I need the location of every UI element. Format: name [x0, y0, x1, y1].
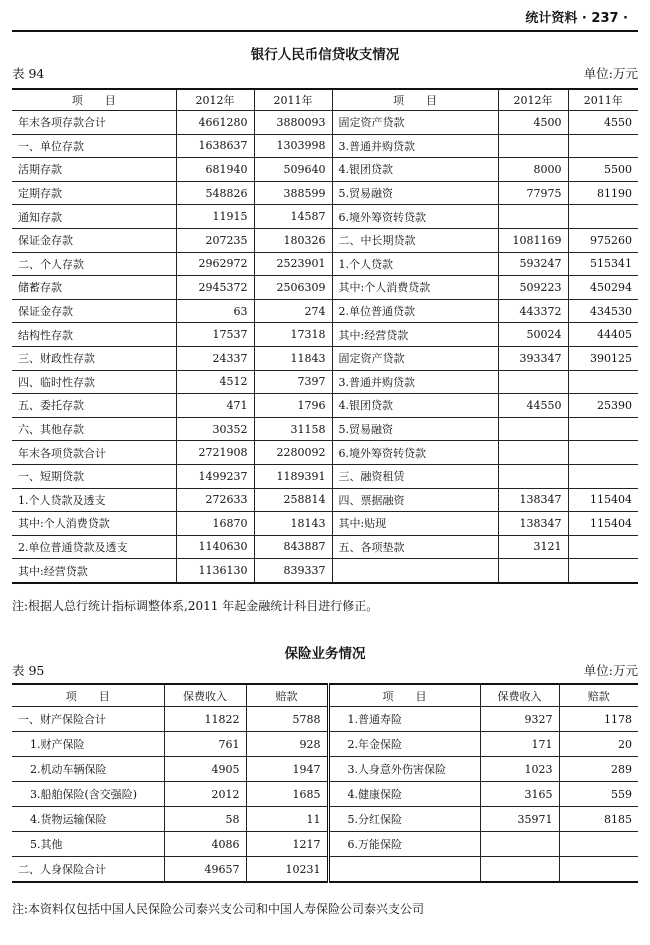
- value-cell: 20: [559, 732, 638, 757]
- value-cell: 1140630: [176, 535, 254, 559]
- value-cell: 11: [246, 807, 328, 832]
- row-label: 一、短期贷款: [12, 464, 176, 488]
- credit-table: [12, 88, 638, 584]
- value-cell: 4500: [498, 111, 568, 135]
- value-cell: 390125: [568, 346, 638, 370]
- column-header: 保费收入: [480, 684, 559, 707]
- value-cell: 272633: [176, 488, 254, 512]
- value-cell: 18143: [254, 512, 332, 536]
- value-cell: 681940: [176, 158, 254, 182]
- value-cell: 515341: [568, 252, 638, 276]
- running-header: [12, 0, 638, 32]
- table95-number: 表 95: [12, 663, 45, 678]
- value-cell: 17537: [176, 323, 254, 347]
- row-label: 六、其他存款: [12, 417, 176, 441]
- row-label: 4.银团贷款: [332, 158, 498, 182]
- value-cell: 1178: [559, 707, 638, 732]
- value-cell: 58: [164, 807, 246, 832]
- table-row: [12, 346, 638, 370]
- value-cell: 843887: [254, 535, 332, 559]
- value-cell: 388599: [254, 181, 332, 205]
- table94-unit: 单位:万元: [583, 66, 638, 81]
- value-cell: 761: [164, 732, 246, 757]
- value-cell: 24337: [176, 346, 254, 370]
- value-cell: [568, 559, 638, 583]
- row-label: 二、中长期贷款: [332, 228, 498, 252]
- row-label: 4.货物运输保险: [12, 807, 164, 832]
- value-cell: 35971: [480, 807, 559, 832]
- value-cell: 4661280: [176, 111, 254, 135]
- value-cell: [498, 441, 568, 465]
- table95-note: 注:本资料仅包括中国人民保险公司泰兴支公司和中国人寿保险公司泰兴支公司: [12, 902, 425, 916]
- column-header: 项 目: [12, 684, 164, 707]
- value-cell: 138347: [498, 488, 568, 512]
- value-cell: 509223: [498, 276, 568, 300]
- value-cell: 559: [559, 782, 638, 807]
- value-cell: [498, 464, 568, 488]
- value-cell: 63: [176, 299, 254, 323]
- value-cell: 1217: [246, 832, 328, 857]
- table-row: [12, 252, 638, 276]
- row-label: 其中:个人消费贷款: [332, 276, 498, 300]
- table95-unit: 单位:万元: [583, 663, 638, 678]
- value-cell: 509640: [254, 158, 332, 182]
- value-cell: 274: [254, 299, 332, 323]
- header-page-label: 统计资料 · 237 ·: [525, 11, 628, 26]
- value-cell: [498, 134, 568, 158]
- row-label: 其中:经营贷款: [12, 559, 176, 583]
- value-cell: 1189391: [254, 464, 332, 488]
- value-cell: 1303998: [254, 134, 332, 158]
- value-cell: 81190: [568, 181, 638, 205]
- row-label: 五、委托存款: [12, 394, 176, 418]
- value-cell: [498, 370, 568, 394]
- row-label: 6.境外筹资转贷款: [332, 205, 498, 229]
- table-row: [12, 417, 638, 441]
- value-cell: 548826: [176, 181, 254, 205]
- table-row: [12, 782, 638, 807]
- table94-note: 注:根据人总行统计指标调整体系,2011 年起金融统计科目进行修正。: [12, 599, 379, 613]
- value-cell: 1947: [246, 757, 328, 782]
- row-label: 2.单位普通贷款及透支: [12, 535, 176, 559]
- value-cell: 8185: [559, 807, 638, 832]
- value-cell: 4905: [164, 757, 246, 782]
- table-row: [12, 441, 638, 465]
- row-label: 储蓄存款: [12, 276, 176, 300]
- value-cell: [498, 559, 568, 583]
- row-label: 2.年金保险: [328, 732, 480, 757]
- row-label: 3.人身意外伤害保险: [328, 757, 480, 782]
- value-cell: 115404: [568, 488, 638, 512]
- value-cell: 5788: [246, 707, 328, 732]
- row-label: 固定资产贷款: [332, 346, 498, 370]
- table-row: [12, 181, 638, 205]
- column-header: 2011年: [568, 89, 638, 111]
- row-label: 年末各项存款合计: [12, 111, 176, 135]
- value-cell: 393347: [498, 346, 568, 370]
- value-cell: 44405: [568, 323, 638, 347]
- value-cell: 289: [559, 757, 638, 782]
- row-label: 1.财产保险: [12, 732, 164, 757]
- value-cell: 31158: [254, 417, 332, 441]
- row-label: 保证金存款: [12, 228, 176, 252]
- table-row: [12, 559, 638, 583]
- row-label: 4.健康保险: [328, 782, 480, 807]
- row-label: 3.船舶保险(含交强险): [12, 782, 164, 807]
- table-row: [12, 732, 638, 757]
- value-cell: 11915: [176, 205, 254, 229]
- value-cell: 3165: [480, 782, 559, 807]
- value-cell: 9327: [480, 707, 559, 732]
- table-row: [12, 228, 638, 252]
- value-cell: 4512: [176, 370, 254, 394]
- table-row: [12, 857, 638, 883]
- value-cell: [568, 134, 638, 158]
- value-cell: [559, 832, 638, 857]
- value-cell: 11843: [254, 346, 332, 370]
- value-cell: 928: [246, 732, 328, 757]
- table-row: [12, 134, 638, 158]
- value-cell: 975260: [568, 228, 638, 252]
- row-label: 3.普通并购贷款: [332, 134, 498, 158]
- value-cell: 4086: [164, 832, 246, 857]
- row-label: 其中:个人消费贷款: [12, 512, 176, 536]
- table-row: [12, 807, 638, 832]
- value-cell: 49657: [164, 857, 246, 883]
- table-row: [12, 464, 638, 488]
- row-label: 5.分红保险: [328, 807, 480, 832]
- table-row: [12, 158, 638, 182]
- table-row: [12, 512, 638, 536]
- row-label: 6.万能保险: [328, 832, 480, 857]
- value-cell: 593247: [498, 252, 568, 276]
- row-label: 三、财政性存款: [12, 346, 176, 370]
- value-cell: 16870: [176, 512, 254, 536]
- value-cell: [480, 857, 559, 883]
- value-cell: 8000: [498, 158, 568, 182]
- value-cell: [568, 370, 638, 394]
- value-cell: 11822: [164, 707, 246, 732]
- value-cell: 2012: [164, 782, 246, 807]
- value-cell: 434530: [568, 299, 638, 323]
- column-header: 2012年: [498, 89, 568, 111]
- row-label: 四、票据融资: [332, 488, 498, 512]
- value-cell: 44550: [498, 394, 568, 418]
- value-cell: 171: [480, 732, 559, 757]
- row-label: 五、各项垫款: [332, 535, 498, 559]
- column-header: 保费收入: [164, 684, 246, 707]
- value-cell: 180326: [254, 228, 332, 252]
- value-cell: 5500: [568, 158, 638, 182]
- table-row: [12, 707, 638, 732]
- row-label: 2.单位普通贷款: [332, 299, 498, 323]
- value-cell: [568, 417, 638, 441]
- row-label: 保证金存款: [12, 299, 176, 323]
- column-header: 2011年: [254, 89, 332, 111]
- row-label: 二、人身保险合计: [12, 857, 164, 883]
- table-row: [12, 370, 638, 394]
- value-cell: 2523901: [254, 252, 332, 276]
- row-label: 活期存款: [12, 158, 176, 182]
- row-label: 3.普通并购贷款: [332, 370, 498, 394]
- value-cell: [568, 441, 638, 465]
- value-cell: 258814: [254, 488, 332, 512]
- value-cell: 50024: [498, 323, 568, 347]
- table-row: [12, 535, 638, 559]
- row-label: 5.其他: [12, 832, 164, 857]
- value-cell: [498, 205, 568, 229]
- column-header: 2012年: [176, 89, 254, 111]
- value-cell: 1685: [246, 782, 328, 807]
- row-label: 其中:贴现: [332, 512, 498, 536]
- table-row: [12, 205, 638, 229]
- table-row: [12, 276, 638, 300]
- value-cell: 2962972: [176, 252, 254, 276]
- row-label: 通知存款: [12, 205, 176, 229]
- row-label: 其中:经营贷款: [332, 323, 498, 347]
- table-row: [12, 394, 638, 418]
- value-cell: 2280092: [254, 441, 332, 465]
- row-label: 4.银团贷款: [332, 394, 498, 418]
- row-label: 二、个人存款: [12, 252, 176, 276]
- table-row: [12, 832, 638, 857]
- row-label: 5.贸易融资: [332, 181, 498, 205]
- value-cell: 1136130: [176, 559, 254, 583]
- value-cell: 77975: [498, 181, 568, 205]
- row-label: 年末各项贷款合计: [12, 441, 176, 465]
- column-header: 项 目: [332, 89, 498, 111]
- row-label: 结构性存款: [12, 323, 176, 347]
- value-cell: [568, 535, 638, 559]
- row-label: 一、财产保险合计: [12, 707, 164, 732]
- insurance-table: [12, 683, 638, 883]
- value-cell: 1796: [254, 394, 332, 418]
- row-label: 2.机动车辆保险: [12, 757, 164, 782]
- value-cell: 115404: [568, 512, 638, 536]
- value-cell: 138347: [498, 512, 568, 536]
- value-cell: [480, 832, 559, 857]
- value-cell: 3880093: [254, 111, 332, 135]
- value-cell: 3121: [498, 535, 568, 559]
- table94-title: 银行人民币信贷收支情况: [250, 47, 400, 63]
- column-header: 项 目: [328, 684, 480, 707]
- value-cell: [559, 857, 638, 883]
- table94-number: 表 94: [12, 66, 45, 81]
- value-cell: 450294: [568, 276, 638, 300]
- row-label: 固定资产贷款: [332, 111, 498, 135]
- value-cell: 14587: [254, 205, 332, 229]
- column-header: 赔款: [559, 684, 638, 707]
- value-cell: 1081169: [498, 228, 568, 252]
- value-cell: 25390: [568, 394, 638, 418]
- row-label: [332, 559, 498, 583]
- table-row: [12, 488, 638, 512]
- value-cell: [568, 205, 638, 229]
- column-header: 赔款: [246, 684, 328, 707]
- row-label: 1.个人贷款及透支: [12, 488, 176, 512]
- table-header-row: [12, 89, 638, 111]
- value-cell: 4550: [568, 111, 638, 135]
- value-cell: 17318: [254, 323, 332, 347]
- table-row: [12, 111, 638, 135]
- table-row: [12, 299, 638, 323]
- value-cell: 471: [176, 394, 254, 418]
- table95-title: 保险业务情况: [284, 646, 366, 662]
- row-label: 5.贸易融资: [332, 417, 498, 441]
- row-label: 6.境外筹资转贷款: [332, 441, 498, 465]
- value-cell: 2721908: [176, 441, 254, 465]
- table-row: [12, 323, 638, 347]
- value-cell: 10231: [246, 857, 328, 883]
- value-cell: 1638637: [176, 134, 254, 158]
- row-label: 定期存款: [12, 181, 176, 205]
- table-row: [12, 757, 638, 782]
- column-header: 项 目: [12, 89, 176, 111]
- row-label: 1.普通寿险: [328, 707, 480, 732]
- value-cell: 443372: [498, 299, 568, 323]
- value-cell: 839337: [254, 559, 332, 583]
- row-label: [328, 857, 480, 883]
- value-cell: [498, 417, 568, 441]
- value-cell: 1023: [480, 757, 559, 782]
- value-cell: 207235: [176, 228, 254, 252]
- row-label: 四、临时性存款: [12, 370, 176, 394]
- row-label: 1.个人贷款: [332, 252, 498, 276]
- value-cell: 2506309: [254, 276, 332, 300]
- value-cell: [568, 464, 638, 488]
- value-cell: 2945372: [176, 276, 254, 300]
- value-cell: 7397: [254, 370, 332, 394]
- value-cell: 30352: [176, 417, 254, 441]
- row-label: 三、融资租赁: [332, 464, 498, 488]
- row-label: 一、单位存款: [12, 134, 176, 158]
- table-header-row: [12, 684, 638, 707]
- value-cell: 1499237: [176, 464, 254, 488]
